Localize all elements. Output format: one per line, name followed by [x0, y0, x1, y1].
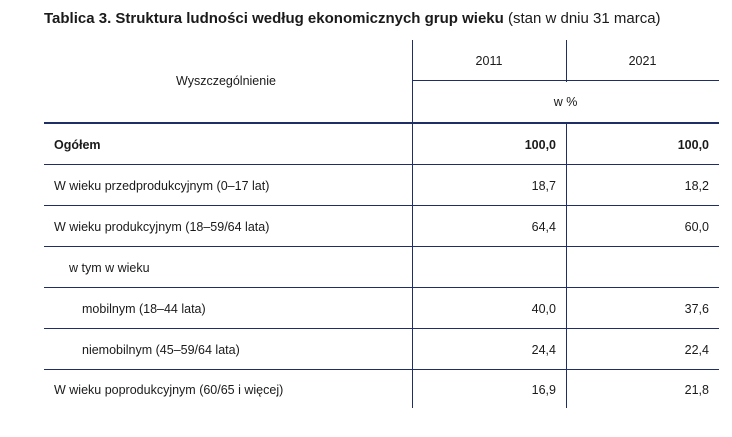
row-label-indented: niemobilnym (45–59/64 lata) [82, 343, 240, 357]
table-title [44, 9, 661, 29]
row-value-2021: 37,6 [684, 302, 709, 316]
row-label: W wieku produkcyjnym (18–59/64 lata) [54, 220, 270, 234]
row-value-2011: 24,4 [531, 343, 556, 357]
data-table [44, 40, 719, 408]
row-value-2011: 40,0 [531, 302, 556, 316]
table-title-main: Tablica 3. Struktura ludności według ekonomicznych grup wieku [44, 10, 504, 27]
column-divider-values [566, 124, 567, 408]
row-value-2021: 18,2 [684, 179, 709, 193]
table-title-note: (stan w dniu 31 marca) [507, 10, 661, 27]
header-year-2011: 2011 [475, 54, 503, 68]
row-label-indented: mobilnym (18–44 lata) [82, 302, 206, 316]
row-label-subheading: w tym w wieku [69, 261, 150, 275]
header-label: Wyszczególnienie [176, 74, 276, 88]
row-value-2021: 60,0 [684, 220, 709, 234]
row-rule [44, 287, 719, 288]
row-rule [44, 369, 719, 370]
row-rule [44, 246, 719, 247]
header-unit: w % [553, 95, 578, 109]
row-value-2011: 100,0 [524, 138, 556, 152]
row-value-2011: 64,4 [531, 220, 556, 234]
row-value-2021: 21,8 [684, 383, 709, 397]
row-label: W wieku poprodukcyjnym (60/65 i więcej) [54, 383, 284, 397]
row-rule [44, 328, 719, 329]
row-value-2011: 16,9 [531, 383, 556, 397]
row-rule [44, 164, 719, 165]
row-value-2011: 18,7 [531, 179, 556, 193]
row-label: W wieku przedprodukcyjnym (0–17 lat) [54, 179, 270, 193]
header-year-2021: 2021 [628, 54, 657, 68]
header-bottom-rule [44, 122, 719, 124]
row-value-2021: 22,4 [684, 343, 709, 357]
row-label-total: Ogółem [54, 138, 101, 152]
row-rule [44, 205, 719, 206]
header-year-rule [412, 80, 719, 81]
row-value-2021: 100,0 [677, 138, 709, 152]
